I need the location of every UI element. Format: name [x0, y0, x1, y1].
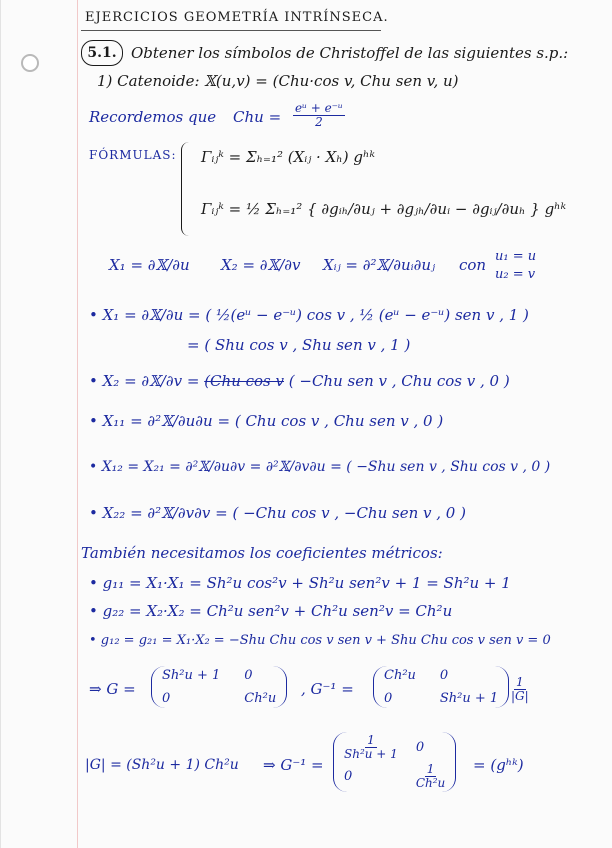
exercise-statement: Obtener los símbolos de Christoffel de las siguientes s.p.: [131, 44, 569, 62]
deriv-x11: • X₁₁ = ∂²𝕏/∂u∂u = ( Chu cos v , Chu sen v , 0 ) [89, 412, 444, 430]
catenoid-line: 1) Catenoide: 𝕏(u,v) = (Chu·cos v, Chu sen v, u) [97, 72, 459, 90]
metric-g12: • g₁₂ = g₂₁ = X₁·X₂ = −Shu Chu cos v sen v + Shu Chu cos v sen v = 0 [89, 633, 551, 648]
matrix-G-prefix: ⇒ G = [89, 680, 136, 698]
matrix-G [151, 666, 287, 708]
matrix-Ginv-explicit [333, 732, 456, 792]
def-x2: X₂ = ∂𝕏/∂v [221, 256, 301, 274]
formula-1: Γᵢⱼᵏ = Σₕ₌₁² (Xᵢⱼ · Xₕ) gʰᵏ [201, 148, 375, 166]
matrix-Ginv-12: 0 [439, 668, 449, 683]
def-u2: u₂ = v [495, 267, 536, 282]
matrix-Ginv2-22 [416, 763, 445, 790]
factor-den: |G| [511, 689, 529, 703]
matrix-Ginv-11: Ch²u [384, 668, 416, 683]
def-xij: Xᵢⱼ = ∂²𝕏/∂uᵢ∂uⱼ [323, 256, 436, 274]
exercise-number: 5.1. [81, 40, 123, 66]
deriv-x2-crossed-out: (Chu cos v [204, 372, 284, 390]
deriv-x2-rhs: ( −Chu sen v , Chu cos v , 0 ) [284, 372, 510, 390]
def-u1: u₁ = u [495, 249, 537, 264]
formulas-label: FÓRMULAS: [89, 148, 177, 162]
ginv2-d-den: Ch²u [415, 776, 446, 790]
page-title: EJERCICIOS GEOMETRÍA INTRÍNSECA. [85, 10, 389, 25]
matrix-G-21: 0 [162, 691, 171, 706]
metric-g11: • g₁₁ = X₁·X₁ = Sh²u cos²v + Sh²u sen²v + 1 = Sh²u + 1 [89, 574, 511, 592]
matrix-G-12: 0 [244, 668, 253, 683]
ginv2-d-num: 1 [426, 762, 435, 776]
def-con: con [459, 256, 487, 274]
recall-lhs: Chu = [233, 108, 282, 126]
recall-label: Recordemos que [89, 108, 217, 126]
ghk-equality: = (gʰᵏ) [473, 756, 524, 774]
matrix-Ginv [373, 666, 509, 708]
recall-num: eᵘ + e⁻ᵘ [295, 101, 343, 115]
deriv-x1: • X₁ = ∂𝕏/∂u = ( ½(eᵘ − e⁻ᵘ) cos v , ½ (eᵘ − e⁻ᵘ) sen v , 1 ) [89, 306, 529, 324]
metric-g22: • g₂₂ = X₂·X₂ = Ch²u sen²v + Ch²u sen²v = Ch²u [89, 602, 453, 620]
matrix-Ginv2-prefix: ⇒ G⁻¹ = [263, 756, 324, 774]
margin-line [77, 0, 78, 848]
recall-den: 2 [315, 115, 323, 129]
matrix-Ginv-21: 0 [384, 691, 393, 706]
deriv-x1-simplified: = ( Shu cos v , Shu sen v , 1 ) [187, 336, 411, 354]
matrix-Ginv-22: Sh²u + 1 [439, 691, 499, 706]
deriv-x12: • X₁₂ = X₂₁ = ∂²𝕏/∂u∂v = ∂²𝕏/∂v∂u = ( −Shu sen v , Shu cos v , 0 ) [89, 459, 551, 475]
metric-intro: También necesitamos los coeficientes métricos: [81, 544, 443, 562]
matrix-Ginv-prefix: , G⁻¹ = [301, 680, 354, 698]
deriv-x2 [89, 372, 510, 390]
deriv-x22: • X₂₂ = ∂²𝕏/∂v∂v = ( −Chu cos v , −Chu sen v , 0 ) [89, 504, 466, 522]
matrix-Ginv2-12: 0 [415, 740, 425, 755]
matrix-Ginv2-11 [344, 734, 398, 761]
matrix-G-22: Ch²u [244, 691, 277, 706]
def-x1: X₁ = ∂𝕏/∂u [109, 256, 190, 274]
ginv2-a-den: Sh²u + 1 [344, 747, 398, 761]
matrix-Ginv-factor [511, 672, 529, 703]
factor-num: 1 [516, 675, 524, 689]
formula-2: Γᵢⱼᵏ = ½ Σₕ₌₁² { ∂gᵢₕ/∂uⱼ + ∂gⱼₕ/∂uᵢ − ∂gᵢⱼ/∂uₕ } gʰᵏ [201, 200, 567, 218]
formulas-brace [181, 142, 192, 236]
matrix-Ginv2-21: 0 [344, 769, 353, 784]
recall-fraction [293, 98, 345, 129]
ginv2-a-num: 1 [367, 733, 375, 747]
deriv-x2-lhs: • X₂ = ∂𝕏/∂v = [89, 372, 205, 390]
determinant-G: |G| = (Sh²u + 1) Ch²u [85, 757, 239, 773]
binder-hole [21, 54, 39, 72]
title-underline [81, 30, 381, 31]
matrix-G-11: Sh²u + 1 [162, 668, 221, 683]
